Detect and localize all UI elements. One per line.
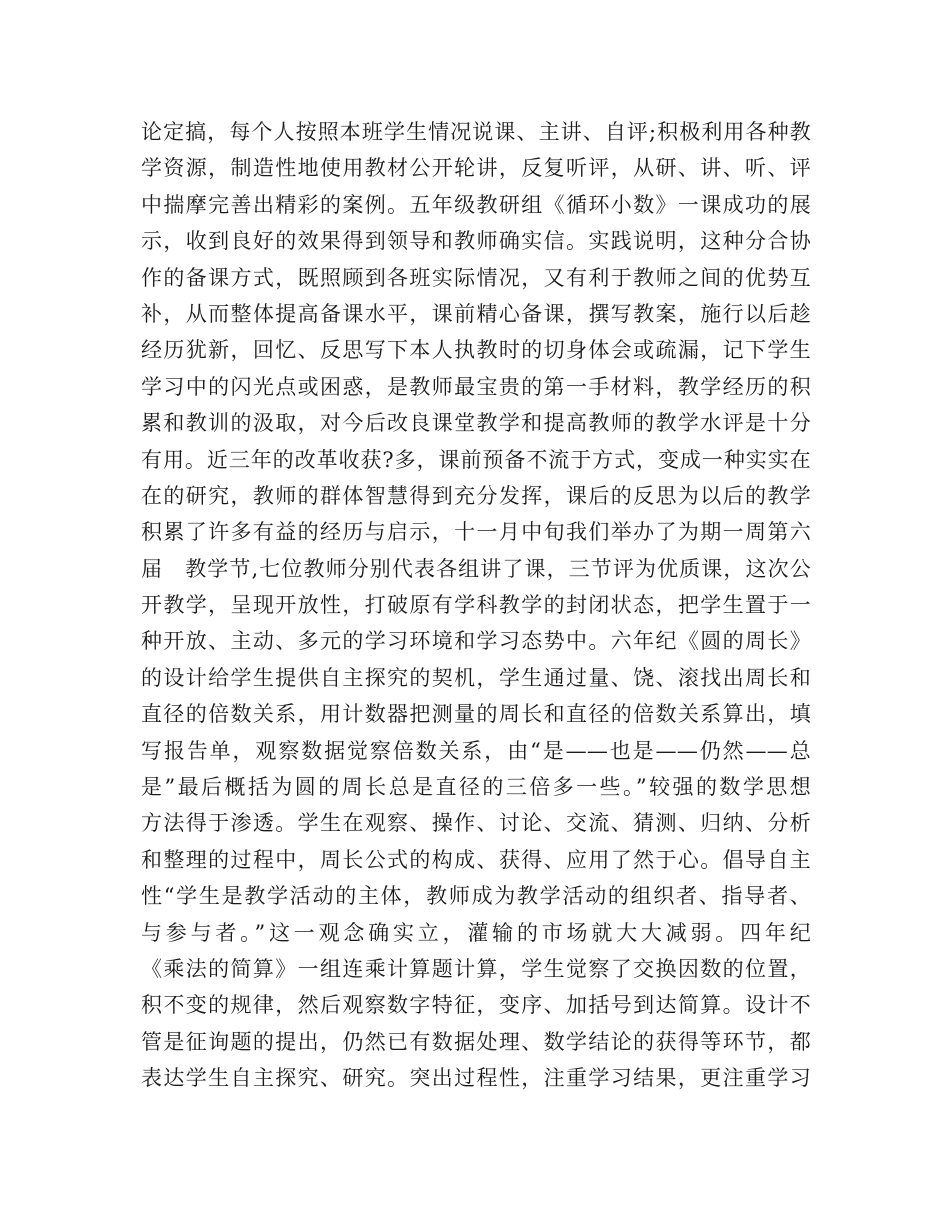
text-line: 补，从而整体提高备课水平，课前精心备课，撰写教案，施行以后趁 <box>141 301 811 326</box>
text-line: 积累了许多有益的经历与启示，十一月中旬我们举办了为期一周第六 <box>141 520 811 545</box>
text-line: 中揣摩完善出精彩的案例。五年级教研组《循环小数》一课成功的展 <box>141 192 811 217</box>
text-line: 表达学生自主探究、研究。突出过程性，注重学习结果，更注重学习 <box>141 1066 811 1091</box>
text-line: 是”最后概括为圆的周长总是直径的三倍多一些。”较强的数学思想 <box>141 775 811 800</box>
text-line: 性“学生是教学活动的主体，教师成为教学活动的组织者、指导者、 <box>141 884 811 909</box>
text-line: 学习中的闪光点或困惑，是教师最宝贵的第一手材料，教学经历的积 <box>141 374 811 399</box>
text-line: 届 教学节,七位教师分别代表各组讲了课，三节评为优质课，这次公 <box>141 556 811 581</box>
text-line: 累和教训的汲取，对今后改良课堂教学和提高教师的教学水评是十分 <box>141 411 811 436</box>
text-line: 种开放、主动、多元的学习环境和学习态势中。六年纪《圆的周长》 <box>141 629 811 654</box>
text-line: 管是征询题的提出，仍然已有数据处理、数学结论的获得等环节，都 <box>141 1029 811 1054</box>
text-line: 有用。近三年的改革收获?多，课前预备不流于方式，变成一种实实在 <box>141 447 811 472</box>
text-line: 示，收到良好的效果得到领导和教师确实信。实践说明，这种分合协 <box>141 229 811 254</box>
text-line: 积不变的规律，然后观察数字特征，变序、加括号到达简算。设计不 <box>141 993 811 1018</box>
text-line: 方法得于渗透。学生在观察、操作、讨论、交流、猜测、归纳、分析 <box>141 811 811 836</box>
text-line: 论定搞，每个人按照本班学生情况说课、主讲、自评;积极利用各种教 <box>141 120 811 144</box>
text-line: 在的研究，教师的群体智慧得到充分发挥，课后的反思为以后的教学 <box>141 483 811 508</box>
text-line: 直径的倍数关系，用计数器把测量的周长和直径的倍数关系算出，填 <box>141 702 811 727</box>
text-line: 开教学，呈现开放性，打破原有学科教学的封闭状态，把学生置于一 <box>141 593 811 618</box>
text-line: 学资源，制造性地使用教材公开轮讲，反复听评，从研、讲、听、评 <box>141 156 811 181</box>
text-line: 《乘法的简算》一组连乘计算题计算，学生觉察了交换因数的位置， <box>141 956 811 981</box>
text-line: 作的备课方式，既照顾到各班实际情况，又有利于教师之间的优势互 <box>141 265 811 290</box>
text-line: 经历犹新，回忆、反思写下本人执教时的切身体会或疏漏，记下学生 <box>141 338 811 363</box>
text-line: 与参与者。”这一观念确实立，灌输的市场就大大减弱。四年纪 <box>141 920 811 945</box>
text-line: 的设计给学生提供自主探究的契机，学生通过量、饶、滚找出周长和 <box>141 665 811 690</box>
body-text <box>141 114 811 1097</box>
text-line: 和整理的过程中，周长公式的构成、获得、应用了然于心。倡导自主 <box>141 847 811 872</box>
text-line: 写报告单，观察数据觉察倍数关系，由“是——也是——仍然——总 <box>141 738 811 763</box>
